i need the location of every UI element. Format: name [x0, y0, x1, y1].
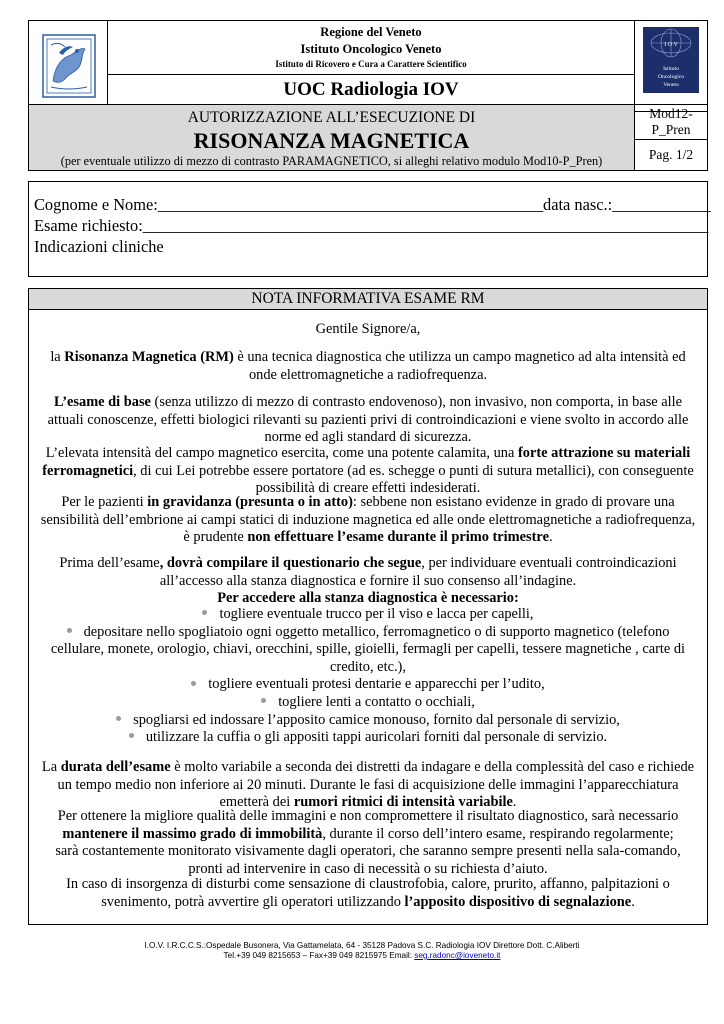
patient-info-box: [28, 181, 711, 277]
patient-dob-label: data nasc.:: [543, 195, 613, 214]
paragraph-immobility: Per ottenere la migliore qualità delle immagini e non compromettere il risultato diagnostico, sarà necessario mantenere il massimo grado di immobilità, durante il corso dell’intero esame, respirando regolarmente; sarà costantemente monitorato visivamente dagli operatori, che saranno sempre presenti nella sala-comando, pronti ad intervenire in caso di necessità o su richiesta d’aiuto.: [55, 808, 681, 877]
module-code-1: Mod12-: [649, 106, 693, 121]
info-note-header: [28, 288, 708, 310]
list-item-continuation: cellulare, monete, orologio, chiavi, orecchini, spille, gioielli, fermagli per capelli, tessere magnetiche , carte di: [50, 641, 686, 658]
doc-title-main: RISONANZA MAGNETICA: [193, 128, 470, 153]
doc-title-line1: AUTORIZZAZIONE ALL’ESECUZIONE DI: [187, 109, 476, 126]
exam-field[interactable]: _____________________________________________________________________: [142, 216, 709, 235]
unit-cell: [107, 74, 635, 105]
paragraph-pregnancy: Per le pazienti in gravidanza (presunta o in atto): sebbene non esistano evidenze in grado di provare una sensibilità dell’embrione ai campi statici di induzione magnetica ed alle onde elettromagnetiche a radiofrequenza, è prudente non effettuare l’esame durante il primo trimestre.: [40, 494, 696, 546]
paragraph-base-exam: L’esame di base (senza utilizzo di mezzo di contrasto endovenoso), non invasivo, non comporta, in base alle attuali conoscenze, effetti biologici rilevanti su pazienti privi di controindicazioni e viene svolto in accordo alle norme ed agli standard di sicurezza.: [47, 394, 689, 446]
patient-dob-field[interactable]: ____________: [612, 195, 711, 214]
svg-text:Istituto: Istituto: [663, 66, 679, 72]
institute-subtitle: Istituto di Ricovero e Cura a Carattere Scientifico: [275, 59, 467, 69]
veneto-lion-logo: [29, 21, 107, 111]
page-number-cell: [634, 139, 708, 171]
footer-phone-fax: Tel.+39 049 8215653 – Fax+39 049 8215975 Email:: [223, 951, 415, 960]
module-code-cell: [634, 104, 708, 140]
footer-contacts: [0, 951, 724, 960]
bullet-icon: [191, 681, 196, 686]
institute-name: Istituto Oncologico Veneto: [300, 42, 442, 56]
unit-name: UOC Radiologia IOV: [283, 79, 459, 100]
document-title-cell: [28, 104, 635, 171]
info-note-title: NOTA INFORMATIVA ESAME RM: [251, 290, 485, 307]
bullet-icon: [129, 733, 134, 738]
institution-header: [107, 20, 635, 75]
paragraph-rm-definition: la Risonanza Magnetica (RM) è una tecnica diagnostica che utilizza un campo magnetico ad alta intensità ed onde elettromagnetiche a radiofrequenza.: [50, 349, 686, 383]
footer-email-link[interactable]: seg.radonc@ioveneto.it: [414, 951, 501, 960]
list-item: togliere eventuali protesi dentarie e apparecchi per l’udito,: [34, 676, 702, 694]
page-number: Pag. 1/2: [648, 147, 694, 162]
region-name: Regione del Veneto: [320, 25, 422, 39]
bullet-icon: [202, 610, 207, 615]
bullet-icon: [67, 628, 72, 633]
bullet-icon: [116, 716, 121, 721]
iov-logo-cell: [634, 20, 708, 112]
list-item: utilizzare la cuffia o gli appositi tappi auricolari forniti dal personale di servizio.: [34, 729, 702, 747]
clinical-indications-label: Indicazioni cliniche: [34, 237, 164, 256]
paragraph-magnetic-field: L’elevata intensità del campo magnetico esercita, come una potente calamita, una forte attrazione su materiali ferromagnetici, di cui Lei potrebbe essere portatore (ad es. schegge o punti di sutura metallici), con conseguente possibilità di creare effetti indesiderati.: [42, 445, 694, 497]
doc-title-note: (per eventuale utilizzo di mezzo di contrasto PARAMAGNETICO, si alleghi relativo modulo Mod10-P_Pren): [60, 154, 603, 168]
exam-row[interactable]: [34, 216, 708, 236]
patient-name-field[interactable]: _______________________________________________: [157, 195, 544, 214]
list-item: depositare nello spogliatoio ogni oggetto metallico, ferromagnetico o di supporto magnetico (telefono: [34, 624, 702, 642]
svg-text:Oncologico: Oncologico: [657, 74, 685, 80]
exam-label: Esame richiesto:: [34, 216, 143, 235]
paragraph-duration: La durata dell’esame è molto variabile a seconda dei distretti da indagare e della complessità del caso e richiede un tempo medio non inferiore ai 20 minuti. Durante le fasi di acquisizione delle immagini l’apparecchiatura emetterà dei rumori ritmici di intensità variabile.: [41, 759, 695, 811]
paragraph-before-exam: Prima dell’esame, dovrà compilare il questionario che segue, per individuare eventuali controindicazioni all’accesso alla stanza diagnostica e fornire il suo consenso all’indagine. Per accedere alla stanza diagnostica è necessario:: [59, 555, 677, 607]
greeting: Gentile Signore/a,: [315, 321, 421, 337]
list-item: spogliarsi ed indossare l’apposito camice monouso, fornito dal personale di servizio,: [34, 712, 702, 730]
patient-name-row[interactable]: [34, 195, 711, 215]
list-item: togliere eventuale trucco per il viso e lacca per capelli,: [34, 606, 702, 624]
svg-text:Veneto: Veneto: [663, 82, 679, 88]
preparation-list: [34, 606, 702, 747]
bullet-icon: [261, 698, 266, 703]
iov-logo-text: I O V: [664, 42, 678, 48]
module-code-2: P_Pren: [651, 122, 691, 137]
paragraph-alarm-device: In caso di insorgenza di disturbi come sensazione di claustrofobia, calore, prurito, affanno, palpitazioni o svenimento, potrà avvertire gli operatori utilizzando l’apposito dispositivo di segnalazione.: [66, 876, 670, 910]
iov-logo: [635, 21, 707, 111]
list-item: togliere lenti a contatto o occhiali,: [34, 694, 702, 712]
region-logo-cell: [28, 20, 108, 112]
patient-name-label: Cognome e Nome:: [34, 195, 158, 214]
footer-address: I.O.V. I.R.C.C.S.:Ospedale Busonera, Via Gattamelata, 64 - 35128 Padova S.C. Radiologia IOV Direttore Dott. C.Aliberti: [144, 941, 580, 950]
list-item-continuation: credito, etc.),: [330, 658, 406, 675]
